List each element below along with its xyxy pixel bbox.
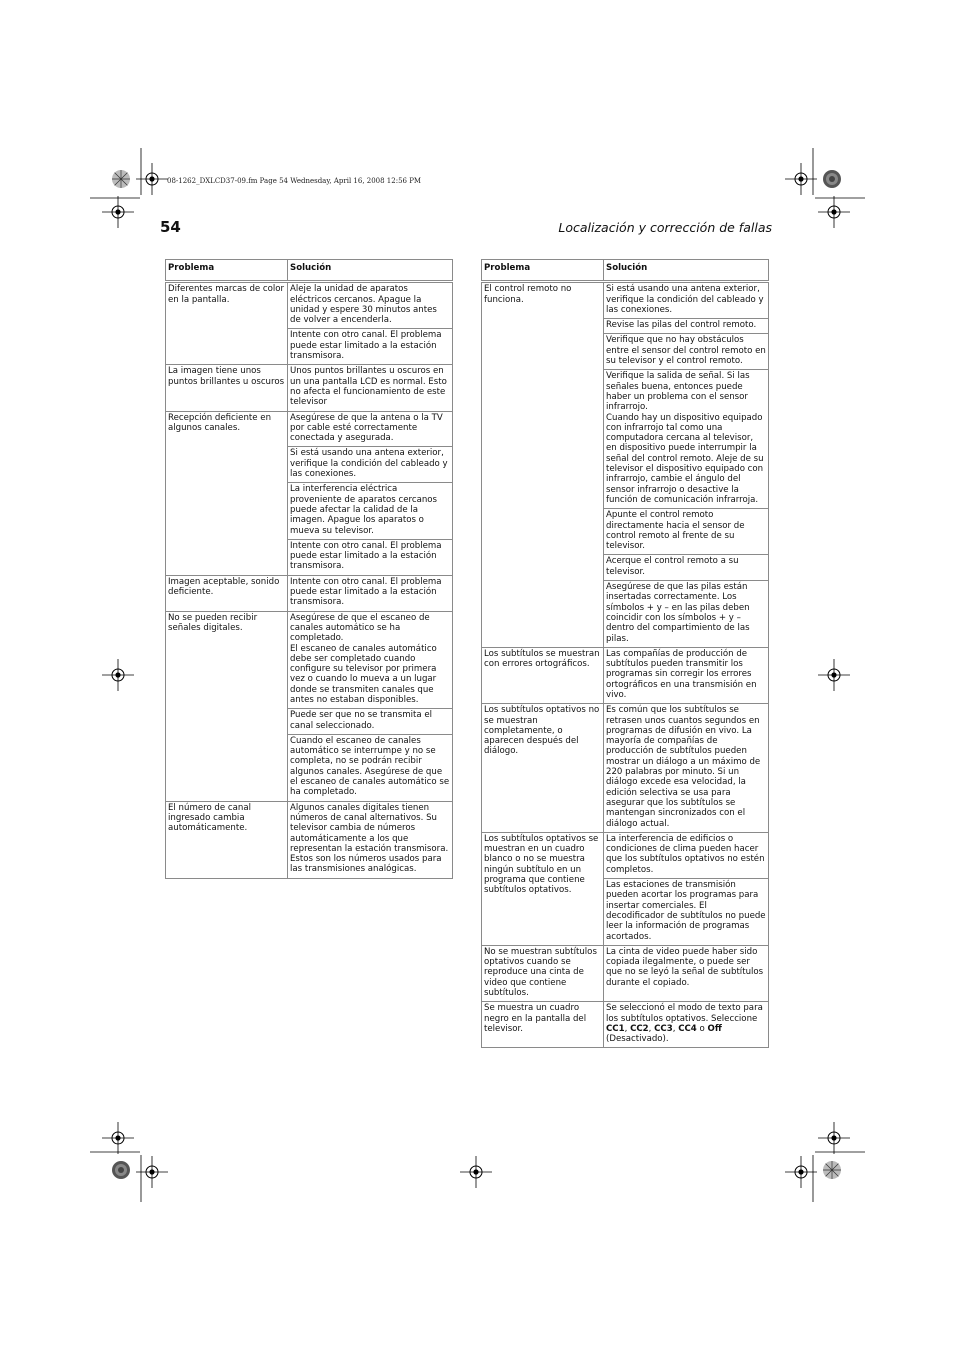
registration-mark-icon bbox=[785, 163, 817, 195]
solution-cell: Unos puntos brillantes u oscuros en un una pantalla LCD es normal. Esto no afecta el funcionamiento de este televisor bbox=[288, 365, 453, 411]
solution-cell: Las estaciones de transmisión pueden acortar los programas para insertar comerciales. El decodificador de subtítulos no puede leer la información de programas acortados. bbox=[604, 879, 769, 946]
solution-cell: Las compañías de producción de subtítulos pueden transmitir los programas sin corregir los errores ortográficos en una transmisión en vivo. bbox=[604, 647, 769, 703]
column-header-problem: Problema bbox=[166, 260, 288, 282]
solution-cell: Se seleccionó el modo de texto para los subtítulos optativos. Seleccione CC1, CC2, CC3, CC4 o Off (Desactivado). bbox=[604, 1002, 769, 1048]
solution-cell: La cinta de video puede haber sido copiada ilegalmente, o puede ser que no se leyó la señal de subtítulos durante el copiado. bbox=[604, 945, 769, 1001]
registration-mark-icon bbox=[818, 659, 850, 691]
registration-mark-icon bbox=[102, 196, 134, 228]
page-number: 54 bbox=[160, 218, 181, 236]
solution-cell: Puede ser que no se transmita el canal seleccionado. bbox=[288, 709, 453, 735]
column-header-solution: Solución bbox=[604, 260, 769, 282]
solution-cell: Asegúrese de que el escaneo de canales automático se ha completado. El escaneo de canales automático debe ser completado cuando configure su televisor por primera vez o cuando lo mueva a un lugar donde se transmiten canales que antes no estaban disponibles. bbox=[288, 611, 453, 709]
problem-cell: Los subtítulos optativos se muestran en un cuadro blanco o no se muestra ningún subtítulo en un programa que contiene subtítulos optativos. bbox=[482, 832, 604, 945]
problem-cell: El control remoto no funciona. bbox=[482, 282, 604, 648]
section-title: Localización y corrección de fallas bbox=[558, 220, 772, 235]
registration-mark-icon bbox=[102, 1122, 134, 1154]
solution-cell: Si está usando una antena exterior, verifique la condición del cableado y las conexiones. bbox=[288, 447, 453, 483]
problem-cell: Se muestra un cuadro negro en la pantalla del televisor. bbox=[482, 1002, 604, 1048]
solution-cell: Algunos canales digitales tienen números de canal alternativos. Su televisor cambia de números automáticamente a los que representan la estación transmisora. Estos son los números usados para las transmisiones analógicas. bbox=[288, 801, 453, 878]
problem-cell: Los subtítulos optativos no se muestran completamente, o aparecen después del diálogo. bbox=[482, 704, 604, 833]
registration-mark-icon bbox=[785, 1156, 817, 1188]
registration-mark-icon bbox=[818, 1122, 850, 1154]
problem-cell: No se muestran subtítulos optativos cuando se reproduce una cinta de video que contiene subtítulos. bbox=[482, 945, 604, 1001]
solution-cell: Intente con otro canal. El problema puede estar limitado a la estación transmisora. bbox=[288, 575, 453, 611]
problem-cell: La imagen tiene unos puntos brillantes u oscuros bbox=[166, 365, 288, 411]
problem-cell: Recepción deficiente en algunos canales. bbox=[166, 411, 288, 575]
solution-cell: Verifique la salida de señal. Si las señales buena, entonces puede haber un problema con el sensor infrarrojo. Cuando hay un dispositivo equipado con infrarrojo tal como una computadora cercana al televisor, en dispositivo puede interrumpir la señal del control remoto. Aleje de su televisor el dispositivo equipado con infrarrojo, cambie el ángulo del sensor infrarrojo o desactive la función de comunicación infrarroja. bbox=[604, 370, 769, 509]
solution-cell: Es común que los subtítulos se retrasen unos cuantos segundos en programas de difusión en vivo. La mayoría de compañías de producción de subtítulos pueden mostrar un diálogo a un máximo de 220 palabras por minuto. Si un diálogo excede esa velocidad, la edición selectiva se usa para asegurar que los subtítulos se mantengan sincronizados con el diálogo actual. bbox=[604, 704, 769, 833]
color-bar-mark-icon bbox=[112, 1161, 130, 1179]
solution-cell: Apunte el control remoto directamente hacia el sensor de control remoto al frente de su televisor. bbox=[604, 509, 769, 555]
problem-cell: Los subtítulos se muestran con errores ortográficos. bbox=[482, 647, 604, 703]
color-bar-mark-icon bbox=[823, 1161, 841, 1179]
solution-cell: La interferencia de edificios o condiciones de clima pueden hacer que los subtítulos optativos no estén completos. bbox=[604, 832, 769, 878]
column-header-solution: Solución bbox=[288, 260, 453, 282]
file-slug: 08-1262_DXLCD37-09.fm Page 54 Wednesday, April 16, 2008 12:56 PM bbox=[167, 177, 422, 185]
solution-cell: Si está usando una antena exterior, verifique la condición del cableado y las conexiones. bbox=[604, 282, 769, 319]
solution-cell: Intente con otro canal. El problema puede estar limitado a la estación transmisora. bbox=[288, 539, 453, 575]
color-bar-mark-icon bbox=[112, 170, 130, 188]
solution-cell: Asegúrese de que las pilas están insertadas correctamente. Los símbolos + y – en las pilas deben coincidir con los símbolos + y – dentro del compartimiento de las pilas. bbox=[604, 581, 769, 648]
solution-cell: La interferencia eléctrica proveniente de aparatos cercanos puede afectar la calidad de la imagen. Apague los aparatos o mueva su televisor. bbox=[288, 483, 453, 539]
solution-cell: Acerque el control remoto a su televisor. bbox=[604, 555, 769, 581]
problem-cell: Diferentes marcas de color en la pantalla. bbox=[166, 282, 288, 365]
solution-cell: Aleje la unidad de aparatos eléctricos cercanos. Apague la unidad y espere 30 minutos antes de volver a encenderla. bbox=[288, 282, 453, 329]
solution-cell: Intente con otro canal. El problema puede estar limitado a la estación transmisora. bbox=[288, 329, 453, 365]
solution-cell: Revise las pilas del control remoto. bbox=[604, 319, 769, 334]
problem-cell: Imagen aceptable, sonido deficiente. bbox=[166, 575, 288, 611]
registration-mark-icon bbox=[460, 1156, 492, 1188]
problem-cell: No se pueden recibir señales digitales. bbox=[166, 611, 288, 801]
solution-cell: Asegúrese de que la antena o la TV por cable esté correctamente conectada y asegurada. bbox=[288, 411, 453, 447]
solution-cell: Verifique que no hay obstáculos entre el sensor del control remoto en su televisor y el control remoto. bbox=[604, 334, 769, 370]
solution-cell: Cuando el escaneo de canales automático se interrumpe y no se completa, no se podrán recibir algunos canales. Asegúrese de que el escaneo de canales automático se ha completado. bbox=[288, 734, 453, 801]
registration-mark-icon bbox=[818, 196, 850, 228]
problem-cell: El número de canal ingresado cambia automáticamente. bbox=[166, 801, 288, 878]
color-bar-mark-icon bbox=[823, 170, 841, 188]
registration-mark-icon bbox=[102, 659, 134, 691]
column-header-problem: Problema bbox=[482, 260, 604, 282]
